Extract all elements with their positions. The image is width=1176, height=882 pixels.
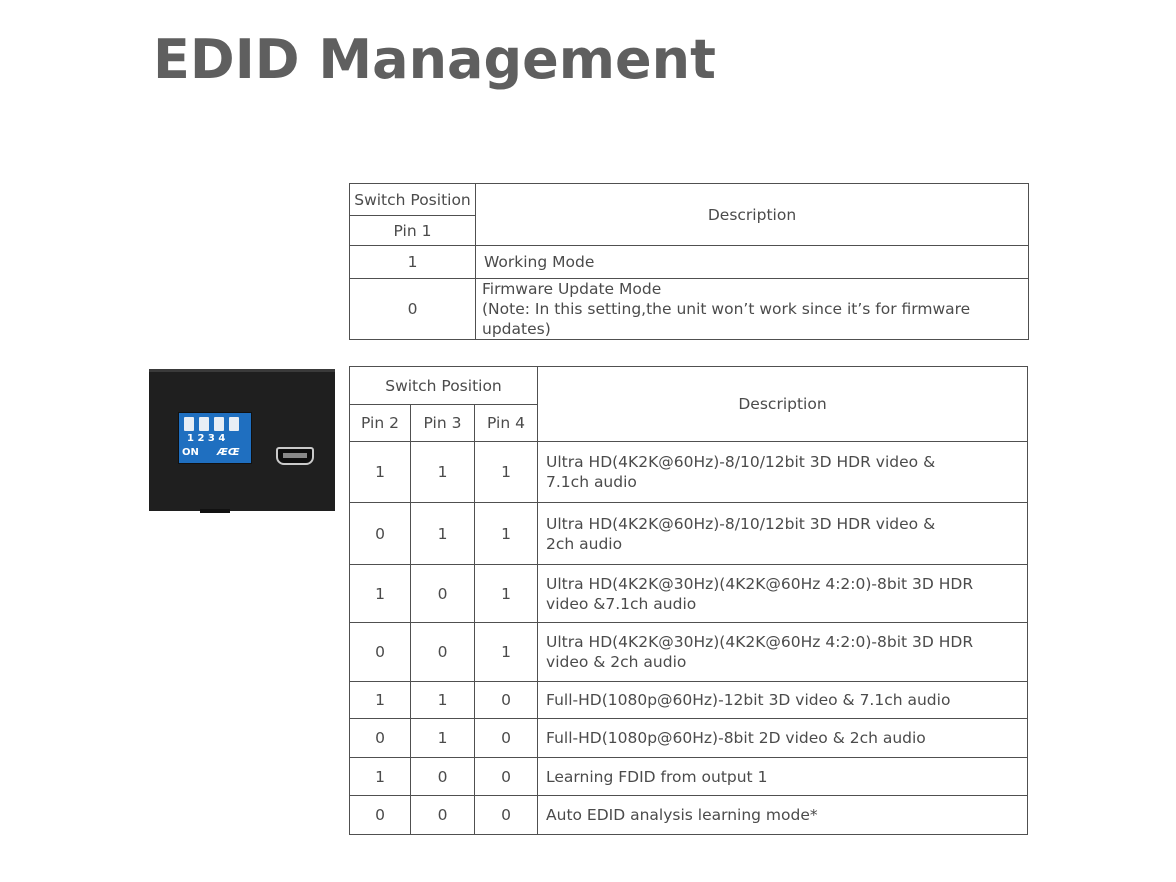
cell-pin3: 0 (411, 623, 475, 682)
dip-logo-label: ÆŒ (217, 447, 240, 458)
cell-description (476, 246, 1029, 279)
device-foot (200, 509, 230, 513)
dip-lever-1 (184, 417, 194, 431)
desc-line: 2ch audio (546, 534, 623, 553)
desc-line: Working Mode (484, 253, 595, 271)
table-row (350, 758, 1028, 796)
table-row (350, 442, 1028, 503)
usb-pins (283, 453, 307, 458)
cell-description (476, 279, 1029, 340)
cell-pin3: 0 (411, 758, 475, 796)
cell-description (538, 758, 1028, 796)
cell-pin4: 0 (475, 796, 538, 835)
desc-line: Ultra HD(4K2K@30Hz)(4K2K@60Hz 4:2:0)-8bit 3D HDR (546, 633, 974, 651)
table-row (350, 503, 1028, 565)
desc-line: Full-HD(1080p@60Hz)-12bit 3D video & 7.1ch audio (546, 691, 951, 709)
dip-numbers: 1 2 3 4 (187, 433, 226, 444)
dip-switch-icon (178, 412, 252, 464)
cell-pin2: 1 (350, 758, 411, 796)
cell-pin3: 1 (411, 503, 475, 565)
cell-pin2: 1 (350, 565, 411, 623)
cell-pin2: 0 (350, 719, 411, 758)
pin1-table (349, 183, 1029, 340)
header-pin-3: Pin 3 (411, 405, 475, 442)
page-title: EDID Management (153, 28, 716, 91)
desc-line: Full-HD(1080p@60Hz)-8bit 2D video & 2ch audio (546, 729, 926, 747)
dip-lever-4 (229, 417, 239, 431)
desc-line: video & 2ch audio (546, 653, 687, 671)
table-row (350, 279, 1029, 340)
header-pin-1: Pin 1 (350, 216, 476, 246)
table-row (350, 623, 1028, 682)
header-switch-position: Switch Position (350, 367, 538, 405)
cell-pin1: 0 (350, 279, 476, 340)
cell-description (538, 796, 1028, 835)
table-header-row (350, 367, 1028, 405)
table-header-row (350, 184, 1029, 216)
cell-pin3: 1 (411, 719, 475, 758)
desc-line: (Note: In this setting,the unit won’t work since it’s for firmware updates) (482, 300, 971, 338)
cell-pin2: 0 (350, 503, 411, 565)
desc-line: Ultra HD(4K2K@60Hz)-8/10/12bit 3D HDR video & (546, 514, 936, 533)
table-row (350, 719, 1028, 758)
cell-description (538, 565, 1028, 623)
desc-line: video &7.1ch audio (546, 594, 697, 613)
desc-line: Auto EDID analysis learning mode* (546, 806, 818, 824)
header-description: Description (476, 184, 1029, 246)
table-row (350, 565, 1028, 623)
cell-pin3: 0 (411, 796, 475, 835)
cell-description (538, 682, 1028, 719)
desc-line: Ultra HD(4K2K@30Hz)(4K2K@60Hz 4:2:0)-8bit 3D HDR (546, 574, 974, 593)
cell-pin2: 1 (350, 682, 411, 719)
desc-line: Ultra HD(4K2K@60Hz)-8/10/12bit 3D HDR video & (546, 453, 936, 471)
cell-pin4: 1 (475, 565, 538, 623)
cell-pin2: 0 (350, 623, 411, 682)
cell-pin4: 1 (475, 442, 538, 503)
header-description: Description (538, 367, 1028, 442)
dip-on-label: ON (182, 447, 199, 458)
cell-pin3: 1 (411, 442, 475, 503)
cell-pin2: 1 (350, 442, 411, 503)
desc-line: Firmware Update Mode (482, 280, 662, 298)
cell-description (538, 442, 1028, 503)
desc-line: Learning FDID from output 1 (546, 767, 768, 786)
cell-pin4: 0 (475, 758, 538, 796)
cell-description (538, 719, 1028, 758)
table-row (350, 796, 1028, 835)
desc-line: 7.1ch audio (546, 473, 637, 491)
cell-pin3: 1 (411, 682, 475, 719)
cell-pin4: 0 (475, 682, 538, 719)
table-row (350, 246, 1029, 279)
cell-description (538, 503, 1028, 565)
pin234-table (349, 366, 1028, 835)
mini-usb-port-icon (276, 447, 314, 465)
cell-description (538, 623, 1028, 682)
header-pin-2: Pin 2 (350, 405, 411, 442)
header-pin-4: Pin 4 (475, 405, 538, 442)
dip-lever-3 (214, 417, 224, 431)
cell-pin1: 1 (350, 246, 476, 279)
cell-pin2: 0 (350, 796, 411, 835)
header-switch-position: Switch Position (350, 184, 476, 216)
cell-pin4: 1 (475, 623, 538, 682)
cell-pin3: 0 (411, 565, 475, 623)
cell-pin4: 0 (475, 719, 538, 758)
cell-pin4: 1 (475, 503, 538, 565)
table-row (350, 682, 1028, 719)
dip-lever-2 (199, 417, 209, 431)
device-illustration (149, 369, 335, 511)
